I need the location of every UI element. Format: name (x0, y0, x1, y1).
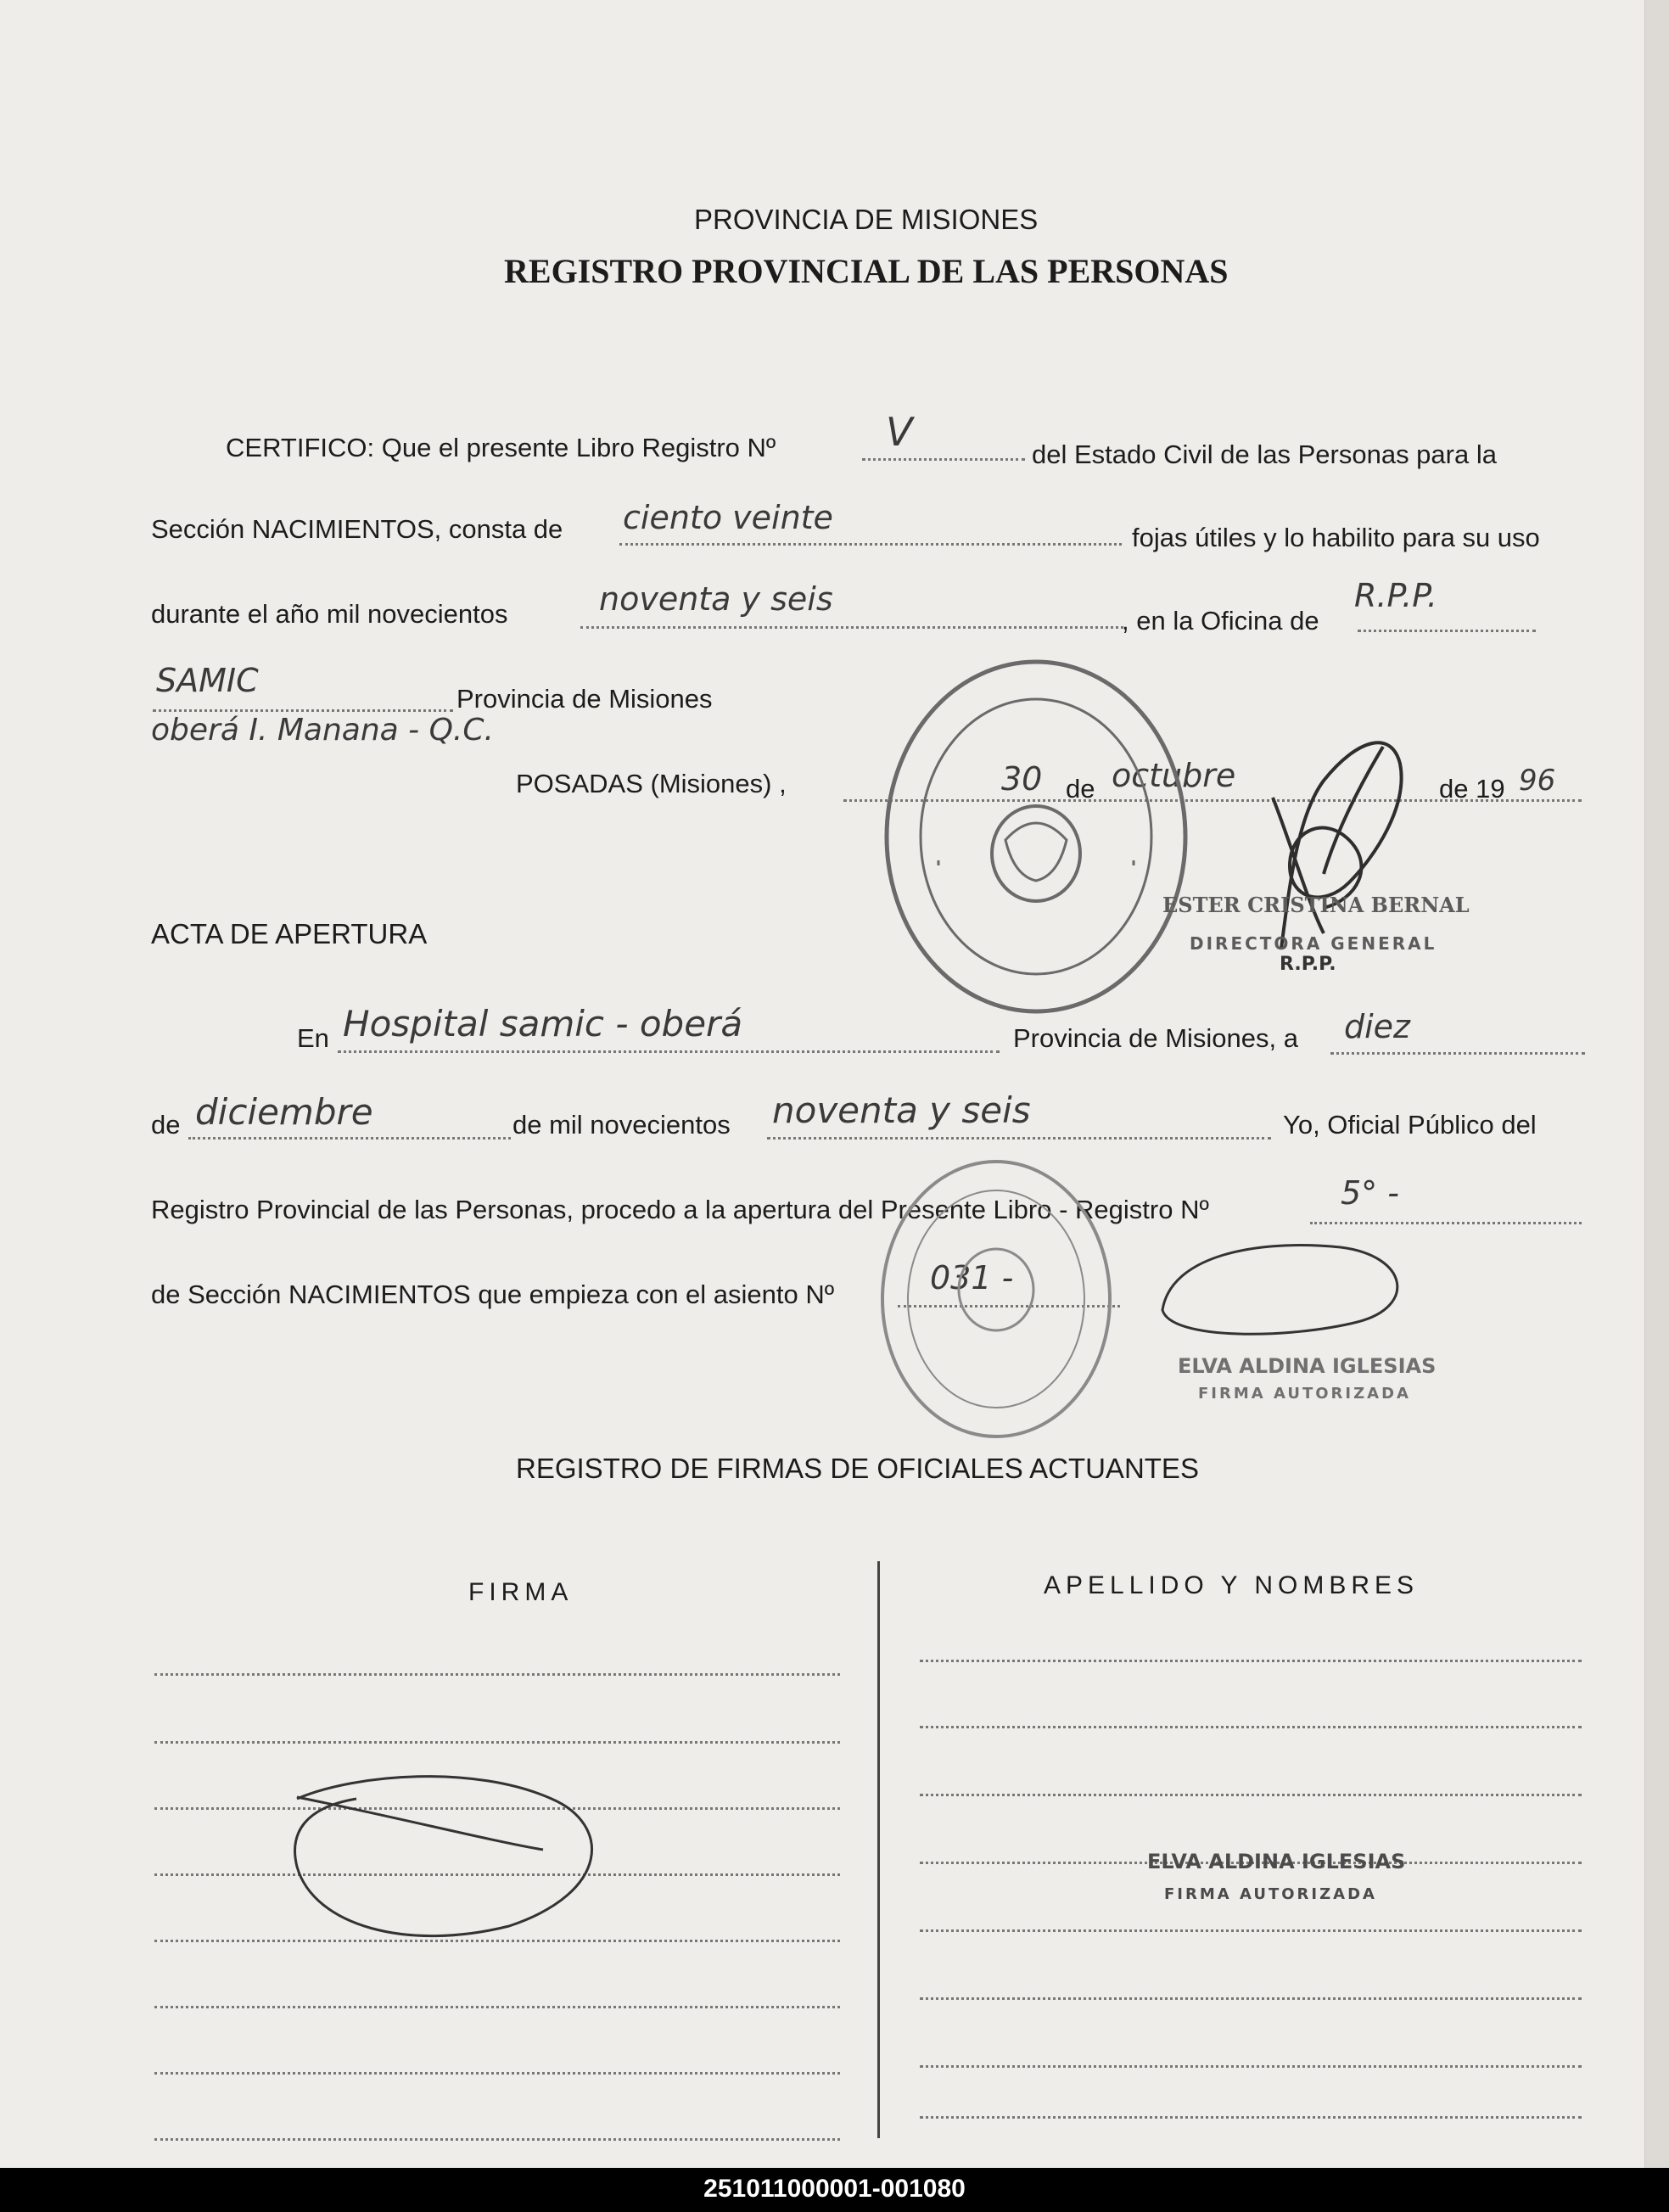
month-handwritten: octubre (1112, 757, 1236, 794)
office-detail-handwritten: oberá I. Manana - Q.C. (151, 713, 494, 748)
day-handwritten: 30 (1001, 760, 1043, 798)
acta-line2-de: de (151, 1110, 181, 1140)
acta-line1-en: En (297, 1023, 329, 1053)
cert-line1-b: del Estado Civil de las Personas para la (1032, 440, 1497, 469)
cert-line5-de: de (1066, 774, 1095, 804)
firma-column-header: FIRMA (468, 1578, 574, 1606)
cert-line3-b: , en la Oficina de (1122, 606, 1319, 636)
director-name-stamp: ESTER CRISTINA BERNAL (1162, 893, 1470, 917)
cert-line2-a: Sección NACIMIENTOS, consta de (151, 514, 563, 544)
official-signature-mid (1162, 1246, 1397, 1335)
authorized-role-stamp: FIRMA AUTORIZADA (1198, 1385, 1411, 1403)
cert-line2-b: fojas útiles y lo habilito para su uso (1132, 523, 1540, 552)
province-heading: PROVINCIA DE MISIONES (694, 204, 1039, 235)
nombres-column-header: APELLIDO Y NOMBRES (1044, 1571, 1420, 1599)
book-number-handwritten: V (886, 409, 913, 455)
cert-line5-a: POSADAS (Misiones) , (516, 769, 787, 798)
acta-month-handwritten: diciembre (195, 1091, 373, 1133)
director-org-stamp: R.P.P. (1280, 954, 1336, 975)
year-suffix-handwritten: 96 (1519, 764, 1556, 798)
document-id-bar (0, 2168, 1669, 2212)
cert-line3-a: durante el año mil novecientos (151, 599, 508, 629)
acta-line3: Registro Provincial de las Personas, procedo a la apertura del Presente Libro - Registro Nº (151, 1195, 1209, 1224)
office-name-handwritten: SAMIC (156, 662, 259, 699)
asiento-handwritten: 031 - (930, 1259, 1014, 1296)
year-handwritten: noventa y seis (599, 580, 833, 618)
acta-year-handwritten: noventa y seis (772, 1089, 1031, 1131)
office-handwritten: R.P.P. (1354, 577, 1438, 614)
firma-signature (295, 1777, 592, 1936)
delegation-seal (882, 1162, 1110, 1436)
cert-line4-b: Provincia de Misiones (456, 684, 713, 714)
cert-line1-a: CERTIFICO: Que el presente Libro Registro Nº (226, 433, 776, 462)
firmas-heading: REGISTRO DE FIRMAS DE OFICIALES ACTUANTES (516, 1453, 1199, 1484)
acta-day-handwritten: diez (1344, 1008, 1411, 1045)
acta-heading: ACTA DE APERTURA (151, 918, 428, 949)
acta-line2-mil: de mil novecientos (512, 1110, 731, 1140)
authorized-name-stamp: ELVA ALDINA IGLESIAS (1178, 1354, 1437, 1378)
firma-stamp-role: FIRMA AUTORIZADA (1164, 1885, 1377, 1903)
director-title-stamp: DIRECTORA GENERAL (1190, 933, 1437, 954)
book-spine (1644, 0, 1669, 2168)
place-handwritten: Hospital samic - oberá (343, 1003, 743, 1044)
cert-line5-year-prefix: de 19 (1439, 774, 1505, 804)
registro-num-handwritten: 5° - (1341, 1174, 1399, 1212)
acta-line1-prov: Provincia de Misiones, a (1013, 1023, 1298, 1053)
document-id: 251011000001-001080 (703, 2175, 966, 2203)
official-seal-top (887, 662, 1185, 1011)
acta-line4: de Sección NACIMIENTOS que empieza con el asiento Nº (151, 1280, 835, 1309)
director-signature (1273, 742, 1402, 949)
registry-heading: REGISTRO PROVINCIAL DE LAS PERSONAS (504, 252, 1229, 290)
pages-handwritten: ciento veinte (623, 499, 833, 536)
acta-line2-yo: Yo, Oficial Público del (1283, 1110, 1537, 1140)
firma-stamp-name: ELVA ALDINA IGLESIAS (1147, 1850, 1406, 1873)
